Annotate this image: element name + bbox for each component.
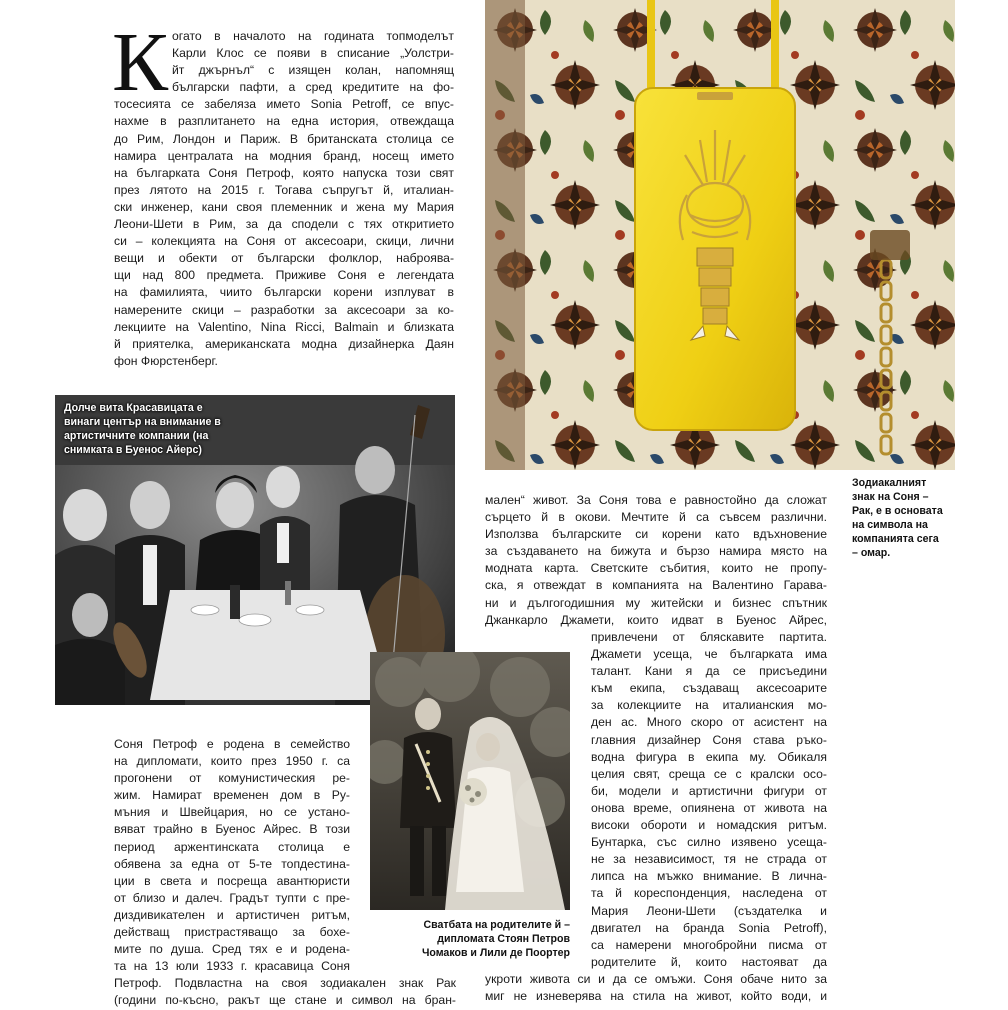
intro-line: български пафти, а сред кредитите на фо-: [172, 80, 454, 95]
body-line: модната карта. Светските събития, които не пропу-: [485, 561, 827, 576]
body-line: двигател на бранда Sonia Petroff),: [591, 920, 827, 935]
intro-line: си – колекцията на Соня от аксесоари, скици, лични: [114, 234, 454, 249]
caption-line: дипломата Стоян Петров: [437, 933, 570, 945]
intro-line: на фамилията, чиито български корени изплуват в: [114, 285, 454, 300]
body-line: укроти живота си и да се омъжи. Соня обаче нито за: [485, 972, 827, 986]
intro-line: огато в началото на годината топмоделът: [172, 29, 454, 43]
body-line: талант. Кани я да се присъедини: [591, 664, 827, 679]
drop-cap: К: [112, 16, 169, 109]
caption-line: винаги център на внимание в: [64, 416, 221, 428]
body-line: Джамети усеща, че българката има: [591, 647, 827, 662]
body-line: на дипломати, които през 1950 г. са: [114, 754, 350, 769]
body-line: главния дизайнер Соня става ръко-: [591, 732, 827, 747]
body-column-right-bottom: [485, 971, 827, 1005]
body-line: ции в света и посреща авантюристи: [114, 873, 350, 888]
body-line: ни и дългогодишния му житейски и бизнес спътник: [485, 595, 827, 610]
body-line: привлечени от бляскавите партита.: [591, 630, 827, 644]
body-column-right-top: [485, 492, 827, 629]
body-line: са намерени многобройни писма от: [591, 937, 827, 952]
body-line: миг не изневерява на стила на живот, който води, и: [485, 989, 827, 1004]
caption-line: – омар.: [852, 547, 891, 559]
body-column-right-narrow: [591, 629, 827, 971]
intro-line: Карли Клос се появи в списание „Уолстри-: [172, 46, 454, 61]
intro-line: тосесията се забеляза името Sonia Petroff, се впус-: [114, 97, 454, 112]
body-line: не за независимост, тя не страда от: [591, 852, 827, 867]
body-line: жим. Намират временен дом в Ру-: [114, 788, 350, 803]
body-line: би, модели и артистични фигури от: [591, 783, 827, 798]
caption-line: Сватбата на родителите й –: [423, 919, 570, 931]
body-line: (години по-късно, ракът ще стане и символ на бран-: [114, 993, 456, 1008]
body-line: към екипа, създаващ аксесоарите: [591, 681, 827, 696]
body-line: мален“ живот. За Соня това е равностойно да сложат: [485, 493, 827, 507]
body-line: от близо и далеч. Градът тупти с пре-: [114, 890, 350, 905]
body-line: мъния и Швейцария, но се устано-: [114, 805, 350, 820]
intro-line: фон Фюрстенберг.: [114, 353, 218, 368]
intro-line: йт джърнъл“ с изящен колан, напомнящ: [172, 63, 454, 78]
caption-line: Чомаков и Лили де Поортер: [421, 947, 570, 959]
wedding-caption: [370, 918, 570, 960]
body-line: мите по душа. Сред тях е и родена-: [114, 942, 350, 957]
body-line: ска, я отвеждат в компанията на Валентино Гарава-: [485, 578, 827, 593]
caption-line: на символа на: [852, 519, 928, 531]
body-line: целия свят, среща се с кралски осо-: [591, 766, 827, 781]
body-line: водна фигура в екипа му. Обикаля: [591, 749, 827, 764]
intro-line: нахме в разплитането на една история, отвеждаща: [114, 114, 454, 129]
intro-line: през лятото на 2015 г. Тогава съпругът й, италиан-: [114, 182, 454, 197]
intro-line: вещи и обекти от български фолклор, наброява-: [114, 251, 454, 266]
lobster-caption: [852, 476, 962, 560]
intro-line: намерените скици – разработки за аксесоари за ко-: [114, 302, 454, 317]
caption-line: Рак, е в основата: [852, 505, 943, 517]
lobster-bag-photo: [485, 0, 955, 470]
body-line: Петроф. Подвластна на своя зодиакален знак Рак: [114, 976, 456, 991]
body-line: ден ас. Много скоро от асистент на: [591, 715, 827, 730]
body-line: вяват трайно в Буенос Айрес. В този: [114, 822, 350, 837]
body-line: диздивикателен и артистичен ритъм,: [114, 907, 350, 922]
body-line: липса на мъжко внимание. В личнa-: [591, 869, 827, 884]
body-line: Бунтарка, със силно изявено усеща-: [591, 835, 827, 850]
intro-line: лекциите на Valentino, Nina Ricci, Balmain и близката: [114, 319, 454, 334]
body-line: обявена за една от 5-те топдестина-: [114, 856, 350, 871]
body-line: та на 13 юли 1933 г. красавица Соня: [114, 959, 350, 974]
party-caption: [64, 401, 264, 457]
intro-line: до Рим, Лондон и Париж. В британската столица се: [114, 131, 454, 146]
intro-paragraph: [112, 16, 454, 370]
caption-line: снимката в Буенос Айерс): [64, 444, 202, 456]
body-line: действащ пристрастяващо за бохе-: [114, 925, 350, 940]
caption-line: Зодиакалният: [852, 477, 927, 489]
body-line: Джанкарло Джамети, които идват в Буенос Айрес,: [485, 612, 827, 627]
caption-line: артистичните компании (на: [64, 430, 209, 442]
body-line: прогонени от комунистическия ре-: [114, 771, 350, 786]
intro-line: намира централата на модния бранд, носещ името: [114, 148, 454, 163]
caption-line: компанията сега: [852, 533, 939, 545]
body-line: Мария Леони-Шети (създателка и: [591, 903, 827, 918]
body-line: за създаването на бижута и бързо намира място на: [485, 544, 827, 559]
body-line: Използва българските си корени като вдъхновение: [485, 527, 827, 542]
intro-line: й приятелка, американската модна дизайнерка Даян: [114, 336, 454, 351]
intro-line: Леони-Шети в Рим, за да сподели с тях откритието: [114, 217, 454, 232]
body-line: сърцето й в окови. Мечтите й са съвсем различни.: [485, 510, 827, 525]
wedding-photo: [370, 652, 570, 910]
caption-line: знак на Соня –: [852, 491, 929, 503]
body-line: онова време, опиянена от живота на: [591, 800, 827, 815]
caption-line: Долче вита Красавицата е: [64, 402, 203, 414]
intro-line: щи над 800 предмета. Приживе Соня е легендата: [114, 268, 454, 283]
body-line: Соня Петроф е родена в семейство: [114, 737, 350, 751]
intro-line: на българката Соня Петроф, която напуска този свят: [114, 165, 454, 180]
body-line: период аржентинската столица е: [114, 839, 350, 854]
body-line: за колекциите на италианския мо-: [591, 698, 827, 713]
body-column-left: [114, 736, 456, 1010]
body-line: родителите й, които настояват да: [591, 954, 827, 969]
intro-line: ски инженер, кани своя племенник и жена му Мария: [114, 199, 454, 214]
body-line: та й кореспонденция, наследена от: [591, 886, 827, 901]
body-line: високи обороти и номадския ритъм.: [591, 818, 827, 833]
